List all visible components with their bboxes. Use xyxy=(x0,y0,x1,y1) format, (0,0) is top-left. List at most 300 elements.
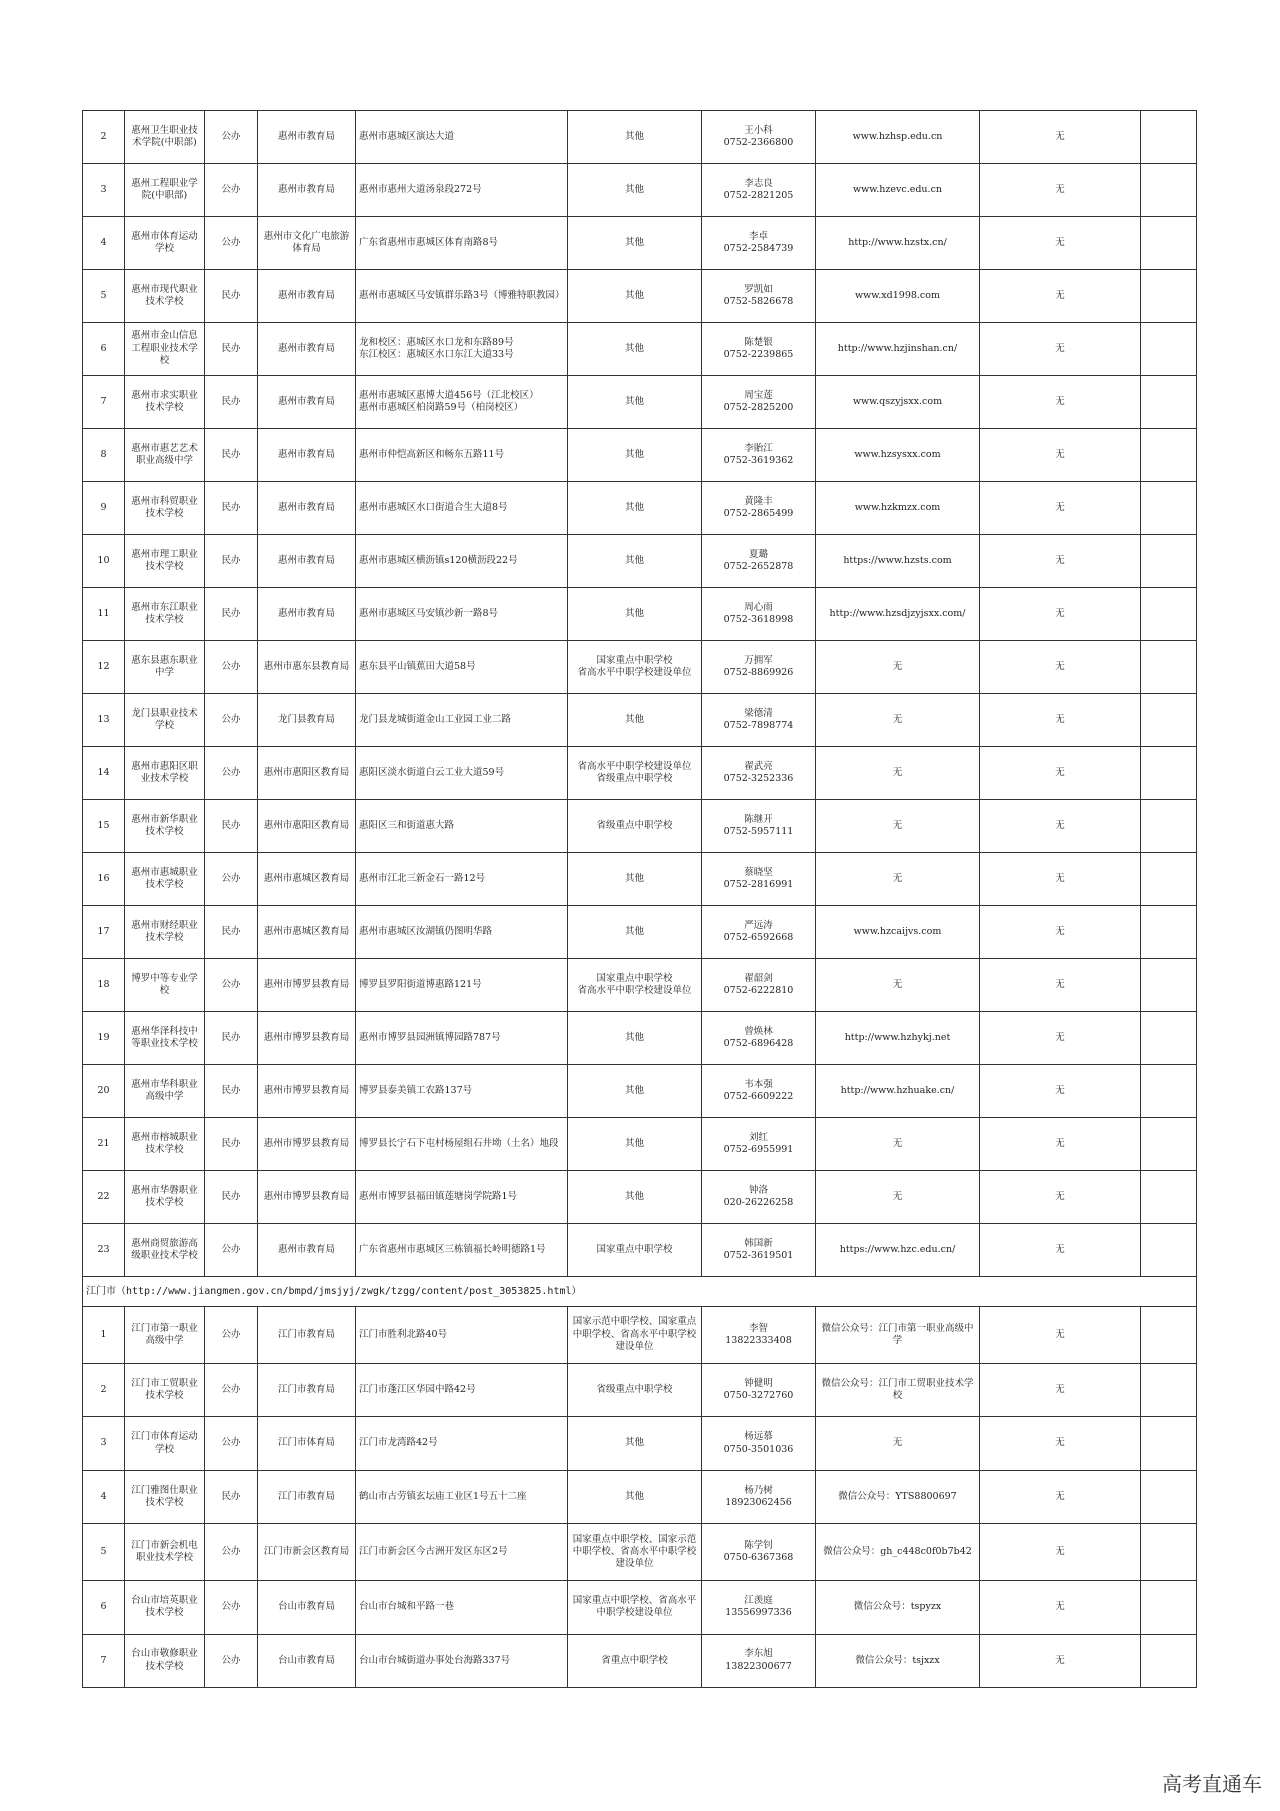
contact-cell xyxy=(702,1364,816,1417)
contact-cell xyxy=(702,1224,816,1277)
extra-cell xyxy=(1141,588,1197,641)
contact-phone: 0752-2584739 xyxy=(723,243,794,254)
ownership-cell: 公办 xyxy=(205,1634,258,1687)
website-cell: 微信公众号：tsjxzx xyxy=(816,1634,980,1687)
index-cell: 20 xyxy=(83,1065,125,1118)
website-cell: 无 xyxy=(816,1417,980,1470)
contact-name: 蔡晓坚 xyxy=(744,866,773,878)
level-cell: 其他 xyxy=(568,270,702,323)
extra-cell xyxy=(1141,164,1197,217)
website-cell: http://www.hzstx.cn/ xyxy=(816,217,980,270)
table-row xyxy=(83,641,1197,694)
ownership-cell: 民办 xyxy=(205,482,258,535)
note-cell: 无 xyxy=(980,217,1141,270)
school-name-cell: 惠州市惠阳区职业技术学校 xyxy=(125,747,205,800)
index-cell: 3 xyxy=(83,1417,125,1470)
note-cell: 无 xyxy=(980,694,1141,747)
ownership-cell: 公办 xyxy=(205,1364,258,1417)
address-cell: 惠东县平山镇蕉田大道58号 xyxy=(356,641,568,694)
extra-cell xyxy=(1141,1224,1197,1277)
extra-cell xyxy=(1141,1417,1197,1470)
authority-cell: 惠州市教育局 xyxy=(258,535,356,588)
level-cell: 国家重点中职学校、省高水平中职学校建设单位 xyxy=(568,1581,702,1634)
index-cell: 19 xyxy=(83,1012,125,1065)
note-cell: 无 xyxy=(980,1224,1141,1277)
school-name-cell: 江门市新会机电职业技术学校 xyxy=(125,1524,205,1581)
school-name-cell: 台山市培英职业技术学校 xyxy=(125,1581,205,1634)
ownership-cell: 民办 xyxy=(205,1470,258,1523)
extra-cell xyxy=(1141,694,1197,747)
level-cell: 其他 xyxy=(568,906,702,959)
contact-cell xyxy=(702,270,816,323)
index-cell: 6 xyxy=(83,323,125,376)
level-cell: 其他 xyxy=(568,1417,702,1470)
index-cell: 1 xyxy=(83,1307,125,1364)
index-cell: 8 xyxy=(83,429,125,482)
authority-cell: 惠州市文化广电旅游体育局 xyxy=(258,217,356,270)
school-name-cell: 惠州市求实职业技术学校 xyxy=(125,376,205,429)
contact-name: 周心雨 xyxy=(744,601,773,613)
contact-name: 李智 xyxy=(748,1322,768,1334)
address-cell: 惠州市惠城区马安镇群乐路3号（博雅特职教园） xyxy=(356,270,568,323)
ownership-cell: 民办 xyxy=(205,1012,258,1065)
extra-cell xyxy=(1141,1171,1197,1224)
extra-cell xyxy=(1141,1307,1197,1364)
note-cell: 无 xyxy=(980,535,1141,588)
table-row xyxy=(83,1581,1197,1634)
address-cell: 惠州市惠城区汝湖镇仍图明华路 xyxy=(356,906,568,959)
school-name-cell: 惠州市榕城职业技术学校 xyxy=(125,1118,205,1171)
table-row xyxy=(83,1012,1197,1065)
website-cell: http://www.hzjinshan.cn/ xyxy=(816,323,980,376)
level-cell: 其他 xyxy=(568,694,702,747)
address-cell: 惠州市惠城区演达大道 xyxy=(356,111,568,164)
index-cell: 4 xyxy=(83,217,125,270)
level-cell: 其他 xyxy=(568,1012,702,1065)
school-name-cell: 惠州市新华职业技术学校 xyxy=(125,800,205,853)
school-name-cell: 江门市第一职业高级中学 xyxy=(125,1307,205,1364)
table-row xyxy=(83,164,1197,217)
authority-cell: 惠州市教育局 xyxy=(258,588,356,641)
table-row xyxy=(83,1364,1197,1417)
index-cell: 18 xyxy=(83,959,125,1012)
ownership-cell: 公办 xyxy=(205,1224,258,1277)
table-row xyxy=(83,1118,1197,1171)
contact-name: 陈学钊 xyxy=(744,1539,773,1551)
index-cell: 7 xyxy=(83,1634,125,1687)
note-cell: 无 xyxy=(980,1364,1141,1417)
level-cell: 其他 xyxy=(568,482,702,535)
contact-phone: 020-26226258 xyxy=(723,1197,794,1208)
note-cell: 无 xyxy=(980,1118,1141,1171)
contact-phone: 0752-3619362 xyxy=(723,455,794,466)
ownership-cell: 公办 xyxy=(205,747,258,800)
address-cell: 惠州市博罗县园洲镇博园路787号 xyxy=(356,1012,568,1065)
address-cell: 博罗县罗阳街道博惠路121号 xyxy=(356,959,568,1012)
note-cell: 无 xyxy=(980,853,1141,906)
table-row xyxy=(83,1224,1197,1277)
contact-phone: 13822333408 xyxy=(725,1335,792,1346)
website-cell: 微信公众号：江门市工贸职业技术学校 xyxy=(816,1364,980,1417)
school-name-cell: 惠州市金山信息工程职业技术学校 xyxy=(125,323,205,376)
index-cell: 3 xyxy=(83,164,125,217)
website-cell: www.qszyjsxx.com xyxy=(816,376,980,429)
table-row xyxy=(83,376,1197,429)
contact-phone: 0752-2825200 xyxy=(723,402,794,413)
contact-cell xyxy=(702,853,816,906)
extra-cell xyxy=(1141,747,1197,800)
extra-cell xyxy=(1141,535,1197,588)
contact-cell xyxy=(702,482,816,535)
address-cell: 江门市蓬江区华园中路42号 xyxy=(356,1364,568,1417)
table-row xyxy=(83,1417,1197,1470)
contact-cell xyxy=(702,694,816,747)
contact-name: 钟洛 xyxy=(748,1184,768,1196)
level-cell: 国家重点中职学校 省高水平中职学校建设单位 xyxy=(568,959,702,1012)
index-cell: 7 xyxy=(83,376,125,429)
authority-cell: 惠州市博罗县教育局 xyxy=(258,1171,356,1224)
extra-cell xyxy=(1141,1634,1197,1687)
school-name-cell: 博罗中等专业学校 xyxy=(125,959,205,1012)
address-cell: 惠阳区淡水街道白云工业大道59号 xyxy=(356,747,568,800)
contact-cell xyxy=(702,1065,816,1118)
level-cell: 其他 xyxy=(568,588,702,641)
contact-cell xyxy=(702,1581,816,1634)
address-cell: 台山市台城和平路一巷 xyxy=(356,1581,568,1634)
level-cell: 省重点中职学校 xyxy=(568,1634,702,1687)
table-row xyxy=(83,535,1197,588)
address-cell: 惠州市惠州大道汤泉段272号 xyxy=(356,164,568,217)
school-name-cell: 惠州市东江职业技术学校 xyxy=(125,588,205,641)
extra-cell xyxy=(1141,800,1197,853)
authority-cell: 惠州市惠东县教育局 xyxy=(258,641,356,694)
extra-cell xyxy=(1141,111,1197,164)
address-cell: 台山市台城街道办事处台海路337号 xyxy=(356,1634,568,1687)
school-name-cell: 惠州市理工职业技术学校 xyxy=(125,535,205,588)
address-cell: 龙门县龙城街道金山工业园工业二路 xyxy=(356,694,568,747)
school-name-cell: 惠州市财经职业技术学校 xyxy=(125,906,205,959)
contact-cell xyxy=(702,164,816,217)
note-cell: 无 xyxy=(980,164,1141,217)
extra-cell xyxy=(1141,1524,1197,1581)
index-cell: 5 xyxy=(83,270,125,323)
address-cell: 惠州市江北三新金石一路12号 xyxy=(356,853,568,906)
ownership-cell: 公办 xyxy=(205,1307,258,1364)
ownership-cell: 公办 xyxy=(205,853,258,906)
note-cell: 无 xyxy=(980,482,1141,535)
contact-cell xyxy=(702,111,816,164)
note-cell: 无 xyxy=(980,429,1141,482)
website-cell: 微信公众号：gh_c448c0f0b7b42 xyxy=(816,1524,980,1581)
note-cell: 无 xyxy=(980,1012,1141,1065)
level-cell: 其他 xyxy=(568,429,702,482)
index-cell: 12 xyxy=(83,641,125,694)
authority-cell: 惠州市教育局 xyxy=(258,164,356,217)
contact-name: 黄隆丰 xyxy=(744,495,773,507)
authority-cell: 惠州市惠城区教育局 xyxy=(258,906,356,959)
contact-phone: 13822300677 xyxy=(725,1660,792,1672)
table-row xyxy=(83,1470,1197,1523)
address-cell: 惠州市惠城区马安镇沙新一路8号 xyxy=(356,588,568,641)
contact-name: 王小科 xyxy=(744,124,773,136)
watermark: 高考直通车 xyxy=(1162,1772,1262,1796)
table-row xyxy=(83,1065,1197,1118)
ownership-cell: 公办 xyxy=(205,641,258,694)
contact-cell xyxy=(702,1634,816,1687)
address-cell: 惠阳区三和街道惠大路 xyxy=(356,800,568,853)
level-cell: 其他 xyxy=(568,376,702,429)
note-cell: 无 xyxy=(980,588,1141,641)
authority-cell: 江门市教育局 xyxy=(258,1364,356,1417)
ownership-cell: 民办 xyxy=(205,376,258,429)
contact-phone: 0752-2816991 xyxy=(723,879,794,890)
note-cell: 无 xyxy=(980,747,1141,800)
table-row xyxy=(83,959,1197,1012)
extra-cell xyxy=(1141,1581,1197,1634)
ownership-cell: 民办 xyxy=(205,270,258,323)
address-cell: 博罗县长宁石下屯村杨屋组石井坳（土名）地段 xyxy=(356,1118,568,1171)
contact-name: 严远涛 xyxy=(744,919,773,931)
index-cell: 22 xyxy=(83,1171,125,1224)
level-cell: 省级重点中职学校 xyxy=(568,800,702,853)
contact-name: 杨乃树 xyxy=(744,1484,773,1496)
address-cell: 惠州市惠城区水口街道合生大道8号 xyxy=(356,482,568,535)
contact-name: 曾焕林 xyxy=(744,1025,773,1037)
contact-phone: 0752-6222810 xyxy=(723,985,794,996)
contact-name: 李卓 xyxy=(748,230,768,242)
website-cell: www.hzcaijvs.com xyxy=(816,906,980,959)
school-name-cell: 江门市工贸职业技术学校 xyxy=(125,1364,205,1417)
contact-cell xyxy=(702,1118,816,1171)
address-cell: 江门市龙湾路42号 xyxy=(356,1417,568,1470)
contact-phone: 0752-2821205 xyxy=(723,190,794,201)
authority-cell: 惠州市博罗县教育局 xyxy=(258,959,356,1012)
contact-name: 万拥军 xyxy=(744,654,773,666)
section-header-jiangmen: 江门市（http://www.jiangmen.gov.cn/bmpd/jmsjyj/zwgk/tzgg/content/post_3053825.html） xyxy=(83,1277,1197,1307)
ownership-cell: 民办 xyxy=(205,906,258,959)
note-cell: 无 xyxy=(980,1634,1141,1687)
address-cell: 惠州市博罗县福田镇莲塘岗学院路1号 xyxy=(356,1171,568,1224)
table-row xyxy=(83,1307,1197,1364)
level-cell: 其他 xyxy=(568,111,702,164)
index-cell: 15 xyxy=(83,800,125,853)
table-row xyxy=(83,482,1197,535)
contact-name: 陈楚银 xyxy=(744,336,773,348)
address-cell: 惠州市惠城区惠博大道456号（江北校区） 惠州市惠城区柏岗路59号（柏岗校区） xyxy=(356,376,568,429)
website-cell: www.hzkmzx.com xyxy=(816,482,980,535)
school-name-cell: 惠州市华磐职业技术学校 xyxy=(125,1171,205,1224)
school-name-cell: 龙门县职业技术学校 xyxy=(125,694,205,747)
authority-cell: 台山市教育局 xyxy=(258,1581,356,1634)
index-cell: 2 xyxy=(83,111,125,164)
website-cell: 无 xyxy=(816,853,980,906)
authority-cell: 惠州市教育局 xyxy=(258,111,356,164)
website-cell: 微信公众号：YTS8800697 xyxy=(816,1470,980,1523)
contact-cell xyxy=(702,1524,816,1581)
website-cell: https://www.hzsts.com xyxy=(816,535,980,588)
authority-cell: 江门市体育局 xyxy=(258,1417,356,1470)
address-cell: 广东省惠州市惠城区三栋镇福长岭明德路1号 xyxy=(356,1224,568,1277)
note-cell: 无 xyxy=(980,1470,1141,1523)
note-cell: 无 xyxy=(980,1307,1141,1364)
authority-cell: 惠州市教育局 xyxy=(258,323,356,376)
contact-name: 杨远慕 xyxy=(744,1431,773,1443)
contact-cell xyxy=(702,906,816,959)
table-row xyxy=(83,429,1197,482)
school-name-cell: 惠东县惠东职业中学 xyxy=(125,641,205,694)
contact-phone: 0752-2652878 xyxy=(723,561,794,572)
authority-cell: 江门市新会区教育局 xyxy=(258,1524,356,1581)
extra-cell xyxy=(1141,853,1197,906)
ownership-cell: 民办 xyxy=(205,323,258,376)
school-name-cell: 惠州商贸旅游高级职业技术学校 xyxy=(125,1224,205,1277)
table-row xyxy=(83,747,1197,800)
extra-cell xyxy=(1141,959,1197,1012)
contact-cell xyxy=(702,429,816,482)
contact-phone: 13556997336 xyxy=(725,1607,792,1619)
contact-name: 李貽江 xyxy=(744,442,773,454)
contact-phone: 0752-3252336 xyxy=(723,773,794,784)
contact-name: 李志良 xyxy=(744,177,773,189)
website-cell: 无 xyxy=(816,1171,980,1224)
contact-cell xyxy=(702,323,816,376)
website-cell: www.hzevc.edu.cn xyxy=(816,164,980,217)
contact-cell xyxy=(702,1417,816,1470)
website-cell: 无 xyxy=(816,800,980,853)
contact-cell xyxy=(702,747,816,800)
contact-cell xyxy=(702,1307,816,1364)
table-body xyxy=(83,111,1197,1688)
extra-cell xyxy=(1141,323,1197,376)
website-cell: 无 xyxy=(816,694,980,747)
school-name-cell: 惠州市华科职业高级中学 xyxy=(125,1065,205,1118)
authority-cell: 龙门县教育局 xyxy=(258,694,356,747)
ownership-cell: 公办 xyxy=(205,694,258,747)
contact-name: 夏璐 xyxy=(748,548,768,560)
index-cell: 16 xyxy=(83,853,125,906)
ownership-cell: 公办 xyxy=(205,959,258,1012)
school-name-cell: 惠州市现代职业技术学校 xyxy=(125,270,205,323)
contact-phone: 0750-3272760 xyxy=(723,1390,794,1402)
contact-cell xyxy=(702,800,816,853)
ownership-cell: 公办 xyxy=(205,164,258,217)
website-cell: www.hzhsp.edu.cn xyxy=(816,111,980,164)
ownership-cell: 民办 xyxy=(205,800,258,853)
ownership-cell: 公办 xyxy=(205,1581,258,1634)
contact-name: 梁德清 xyxy=(744,707,773,719)
website-cell: 微信公众号：tspyzx xyxy=(816,1581,980,1634)
school-name-cell: 江门雅图仕职业技术学校 xyxy=(125,1470,205,1523)
extra-cell xyxy=(1141,1118,1197,1171)
note-cell: 无 xyxy=(980,641,1141,694)
extra-cell xyxy=(1141,1364,1197,1417)
level-cell: 其他 xyxy=(568,323,702,376)
address-cell: 鹤山市古劳镇玄坛庙工业区1号五十二座 xyxy=(356,1470,568,1523)
level-cell: 国家示范中职学校、国家重点中职学校、省高水平中职学校建设单位 xyxy=(568,1307,702,1364)
contact-name: 刘红 xyxy=(748,1131,768,1143)
school-name-cell: 台山市敬修职业技术学校 xyxy=(125,1634,205,1687)
index-cell: 4 xyxy=(83,1470,125,1523)
table-row xyxy=(83,111,1197,164)
website-cell: www.hzsysxx.com xyxy=(816,429,980,482)
level-cell: 其他 xyxy=(568,217,702,270)
contact-cell xyxy=(702,376,816,429)
note-cell: 无 xyxy=(980,1171,1141,1224)
authority-cell: 惠州市教育局 xyxy=(258,1224,356,1277)
authority-cell: 台山市教育局 xyxy=(258,1634,356,1687)
note-cell: 无 xyxy=(980,959,1141,1012)
level-cell: 其他 xyxy=(568,1065,702,1118)
index-cell: 11 xyxy=(83,588,125,641)
ownership-cell: 公办 xyxy=(205,217,258,270)
school-name-cell: 惠州市惠城职业技术学校 xyxy=(125,853,205,906)
contact-cell xyxy=(702,641,816,694)
address-cell: 广东省惠州市惠城区体育南路8号 xyxy=(356,217,568,270)
index-cell: 10 xyxy=(83,535,125,588)
note-cell: 无 xyxy=(980,1417,1141,1470)
contact-phone: 0752-8869926 xyxy=(723,667,794,678)
school-name-cell: 惠州华泽科技中等职业技术学校 xyxy=(125,1012,205,1065)
authority-cell: 江门市教育局 xyxy=(258,1470,356,1523)
level-cell: 其他 xyxy=(568,853,702,906)
index-cell: 9 xyxy=(83,482,125,535)
ownership-cell: 公办 xyxy=(205,111,258,164)
contact-name: 陈继开 xyxy=(744,813,773,825)
address-cell: 惠州市惠城区横沥镇s120横沥段22号 xyxy=(356,535,568,588)
index-cell: 13 xyxy=(83,694,125,747)
contact-phone: 0750-6367368 xyxy=(723,1552,794,1564)
contact-phone: 0750-3501036 xyxy=(723,1443,794,1455)
table-row xyxy=(83,588,1197,641)
ownership-cell: 民办 xyxy=(205,429,258,482)
ownership-cell: 公办 xyxy=(205,1524,258,1581)
table-row xyxy=(83,906,1197,959)
school-name-cell: 惠州卫生职业技术学院(中职部) xyxy=(125,111,205,164)
website-cell: 无 xyxy=(816,959,980,1012)
authority-cell: 惠州市教育局 xyxy=(258,482,356,535)
authority-cell: 惠州市教育局 xyxy=(258,270,356,323)
authority-cell: 惠州市博罗县教育局 xyxy=(258,1118,356,1171)
ownership-cell: 民办 xyxy=(205,1065,258,1118)
website-cell: http://www.hzhykj.net xyxy=(816,1012,980,1065)
index-cell: 21 xyxy=(83,1118,125,1171)
index-cell: 23 xyxy=(83,1224,125,1277)
contact-phone: 0752-2239865 xyxy=(723,349,794,360)
note-cell: 无 xyxy=(980,111,1141,164)
note-cell: 无 xyxy=(980,1065,1141,1118)
contact-name: 翟韶剑 xyxy=(744,972,773,984)
contact-name: 李东旭 xyxy=(744,1648,773,1660)
address-cell: 龙和校区：惠城区水口龙和东路89号 东江校区：惠城区水口东江大道33号 xyxy=(356,323,568,376)
contact-phone: 0752-6896428 xyxy=(723,1038,794,1049)
address-cell: 博罗县泰美镇工农路137号 xyxy=(356,1065,568,1118)
extra-cell xyxy=(1141,376,1197,429)
ownership-cell: 公办 xyxy=(205,1417,258,1470)
note-cell: 无 xyxy=(980,906,1141,959)
school-table xyxy=(82,110,1197,1688)
authority-cell: 惠州市教育局 xyxy=(258,376,356,429)
level-cell: 其他 xyxy=(568,164,702,217)
contact-phone: 0752-6609222 xyxy=(723,1091,794,1102)
index-cell: 2 xyxy=(83,1364,125,1417)
address-cell: 惠州市仲恺高新区和畅东五路11号 xyxy=(356,429,568,482)
table-row xyxy=(83,853,1197,906)
contact-phone: 0752-5826678 xyxy=(723,296,794,307)
table-row xyxy=(83,800,1197,853)
contact-name: 江羡庭 xyxy=(744,1595,773,1607)
table-row xyxy=(83,1524,1197,1581)
index-cell: 17 xyxy=(83,906,125,959)
